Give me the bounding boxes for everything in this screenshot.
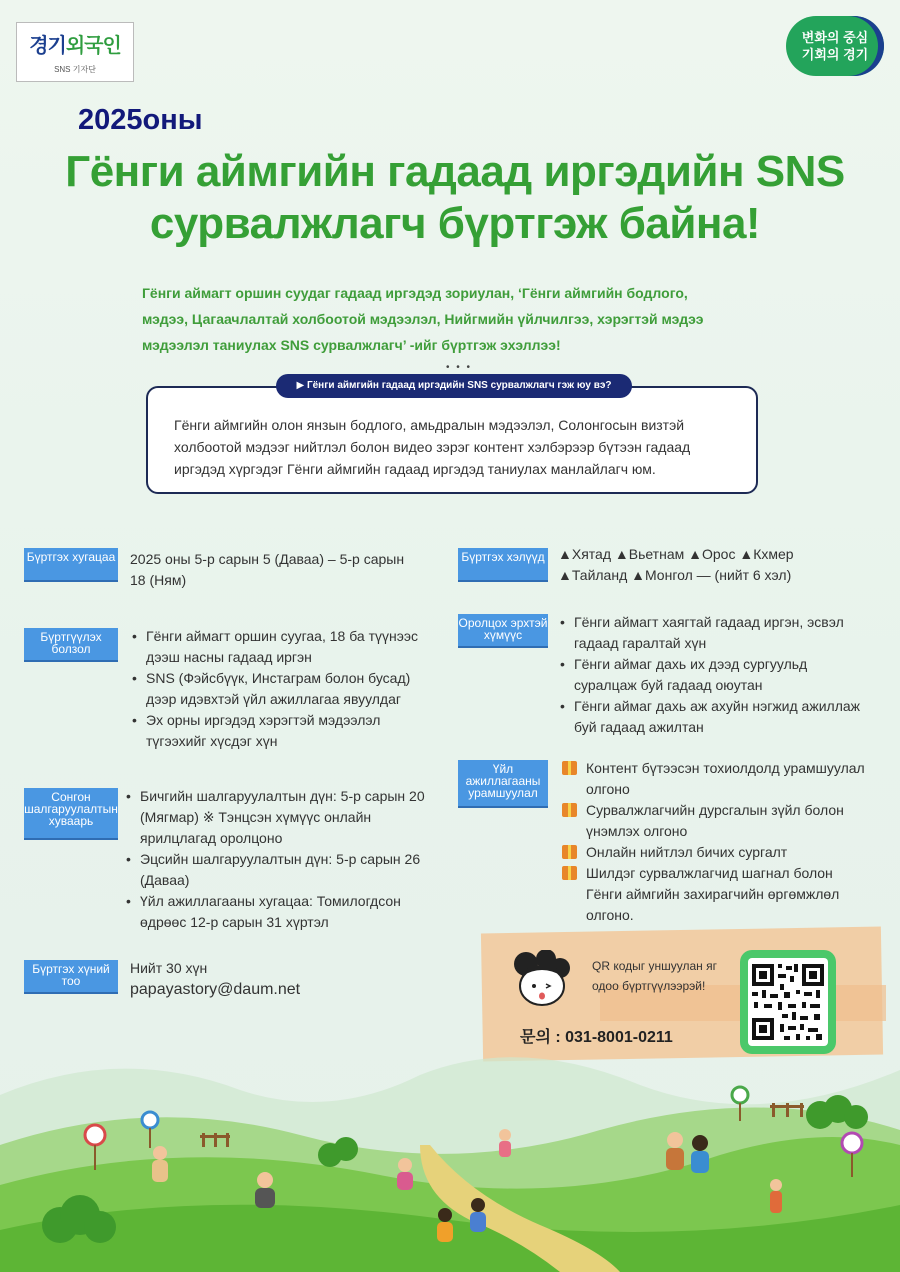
qr-message-line: одоо бүртгүүлээрэй!	[592, 979, 706, 993]
qr-code-icon	[748, 958, 828, 1046]
logo-text-a: 경기	[29, 35, 66, 57]
label-schedule: Сонгон шалгаруулалтын хуваарь	[24, 788, 118, 840]
decorative-dots: • • •	[446, 362, 473, 373]
list-item: • Гёнги аймаг дахь их дээд сургуульд суралцаж буй гадаад оюутан	[558, 654, 888, 696]
period-line: 18 (Ням)	[130, 572, 187, 588]
intro-paragraph	[142, 280, 782, 358]
label-conditions: Бүртгүүлэх болзол	[24, 628, 118, 662]
gift-icon	[562, 866, 577, 880]
list-item: • SNS (Фэйсбүүк, Инстаграм болон бусад) дээр идэвхтэй үйл ажиллагаа явуулдаг	[130, 668, 430, 710]
list-item: • Бичгийн шалгаруулалтын дүн: 5-р сарын 20 (Мягмар) ※ Тэнцсэн хүмүүс онлайн ярилцлагад оролцоно	[124, 786, 444, 849]
label-period: Бүртгэх хугацаа	[24, 548, 118, 582]
title-line-2: сурвалжлагч бүртгэж байна!	[149, 199, 761, 248]
list-item: Шилдэг сурвалжлагчид шагнал болон Гёнги аймгийн захирагчийн өргөмжлөл олгоно.	[562, 863, 892, 926]
logo-text-b: 외국인	[65, 35, 121, 57]
intro-line: мэдээ, Цагаачлалтай холбоотой мэдээлэл, Нийгмийн үйлчилгээ, хэрэгтэй мэдээ	[142, 311, 704, 327]
slogan-line-1: 변화의 중심	[801, 30, 869, 45]
label-eligible: Оролцох эрхтэй хүмүүс	[458, 614, 548, 648]
list-item: • Үйл ажиллагааны хугацаа: Томилогдсон өдрөөс 12-р сарын 31 хүртэл	[124, 891, 444, 933]
list-item: • Гёнги аймагт оршин суугаа, 18 ба түүнээс дээш насны гадаад иргэн	[130, 626, 430, 668]
gift-icon	[562, 803, 577, 817]
count-value: Нийт 30 хүн	[130, 960, 208, 976]
eligible-list	[558, 612, 888, 738]
qr-message	[592, 956, 717, 996]
schedule-list	[124, 786, 444, 933]
cartoon-face-icon	[510, 950, 572, 1008]
list-item: • Эцсийн шалгаруулалтын дүн: 5-р сарын 26 (Даваа)	[124, 849, 444, 891]
list-item: • Эх орны иргэдэд хэрэгтэй мэдээлэл түгээхийг хүсдэг хүн	[130, 710, 430, 752]
gyeonggi-foreigner-logo	[16, 22, 134, 82]
count-text	[130, 958, 430, 1000]
email-address: papayastory@daum.net	[130, 981, 301, 998]
list-item: • Гёнги аймагт хаягтай гадаад иргэн, эсвэл гадаад гаралтай хүн	[558, 612, 888, 654]
gift-icon	[562, 761, 577, 775]
info-box	[146, 386, 758, 494]
slogan-line-2: 기회의 경기	[801, 47, 869, 62]
info-line: холбоотой мэдээг нийтлэл болон видео зэрэг контент хэлбэрээр бүтээн гадаад	[174, 439, 691, 455]
period-text	[130, 549, 430, 591]
label-count: Бүртгэх хүний тоо	[24, 960, 118, 994]
contact-phone: 문의 : 031-8001-0211	[520, 1029, 673, 1046]
conditions-list	[130, 626, 430, 752]
list-item: • Гёнги аймаг дахь аж ахуйн нэгжид ажиллаж буй гадаад ажилтан	[558, 696, 888, 738]
gyeonggi-slogan-logo	[786, 16, 884, 76]
period-line: 2025 оны 5-р сарын 5 (Даваа) – 5-р сарын	[130, 551, 405, 567]
title-line-1: Гёнги аймгийн гадаад иргэдийн SNS	[65, 147, 845, 196]
gift-icon	[562, 845, 577, 859]
intro-line: Гёнги аймагт оршин суудаг гадаад иргэдэд зориулан, ‘Гёнги аймгийн бодлого,	[142, 285, 688, 301]
languages-line: ▲Хятад ▲Вьетнам ▲Орос ▲Кхмер	[558, 546, 794, 562]
list-item: Онлайн нийтлэл бичих сургалт	[562, 842, 892, 863]
info-box-tab: ▶ Гёнги аймгийн гадаад иргэдийн SNS сурвалжлагч гэж юу вэ?	[276, 374, 632, 398]
landscape-illustration	[0, 1035, 900, 1272]
label-languages: Бүртгэх хэлүүд	[458, 548, 548, 582]
year-heading: 2025оны	[78, 104, 203, 136]
logo-subtitle: SNS 기자단	[54, 65, 96, 74]
languages-line: ▲Тайланд ▲Монгол — (нийт 6 хэл)	[558, 567, 792, 583]
page-title	[60, 146, 850, 250]
info-line: Гёнги аймгийн олон янзын бодлого, амьдралын мэдээлэл, Солонгосын визтэй	[174, 417, 685, 433]
intro-line: мэдээлэл таниулах SNS сурвалжлагч’ -ийг бүртгэж эхэллээ!	[142, 337, 561, 353]
info-line: иргэдэд хүргэдэг Гёнги аймгийн гадаад иргэдэд таниулах манлайлагч юм.	[174, 461, 656, 477]
label-rewards: Үйл ажиллагааны урамшуулал	[458, 760, 548, 808]
list-item: Контент бүтээсэн тохиолдолд урамшуулал олгоно	[562, 758, 892, 800]
list-item: Сурвалжлагчийн дурсгалын зүйл болон үнэмлэх олгоно	[562, 800, 892, 842]
languages-text	[558, 544, 878, 586]
qr-message-line: QR кодыг уншуулан яг	[592, 959, 717, 973]
rewards-list	[562, 758, 892, 926]
